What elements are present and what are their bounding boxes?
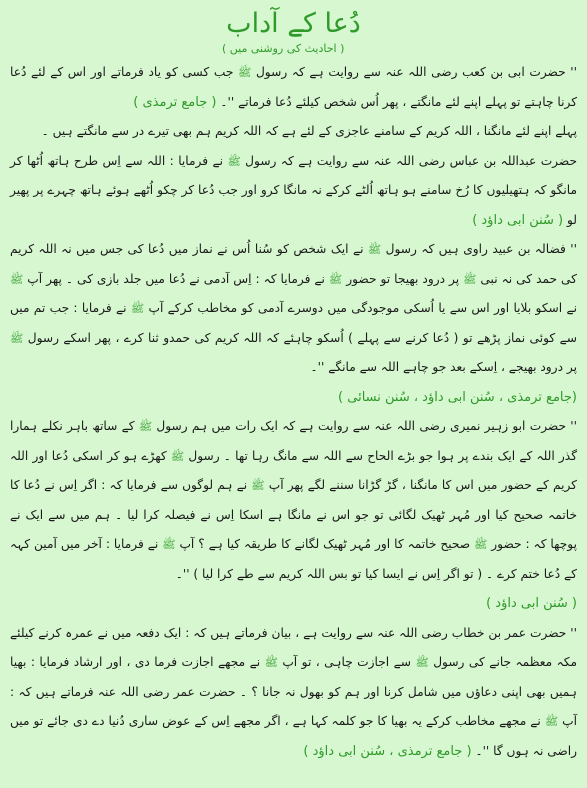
reference: ( جامع ترمذی )	[133, 94, 217, 110]
paragraph-text: '' فضالہ بن عبید راوی ہیں کہ رسول ﷺ نے ایک شخص کو سُنا اُس نے نماز میں دُعا کی جس میں نہ اللہ کریم کی حمد کی نہ نبی ﷺ پر درود بھیجا تو حضور ﷺ نے فرمایا کہ : اِس آدمی نے دُعا میں جلد بازی کی ۔ پھر آپ ﷺ نے اسکو بلایا اور اس سے یا اُسکی موجودگی میں دوسرے آدمی کو مخاطب کرکے آپ ﷺ نے فرمایا : جب تم میں سے کوئی نماز پڑھے تو ( دُعا کرنے سے پہلے ) اُسکو چاہئے کہ اللہ کریم کی حمدو ثنا کرے ، پھر اسکے رسول ﷺ پر درود بھیجے ، اِسکے بعد جو چاہے اللہ سے مانگے ''۔	[10, 242, 577, 374]
hadith-paragraph	[10, 58, 577, 117]
page-title: دُعا کے آداب	[226, 8, 361, 39]
salutation-glyph: ﷺ	[264, 656, 278, 669]
reference: ( سُنن ابی داؤد )	[472, 212, 564, 228]
salutation-glyph: ﷺ	[238, 66, 252, 79]
salutation-glyph: ﷺ	[10, 331, 24, 345]
salutation-glyph: ﷺ	[162, 538, 176, 551]
paragraph-text: '' حضرت ابو زہیر نمیری رضی اللہ عنہ سے روایت ہے کہ ایک رات میں ہم رسول ﷺ کے ساتھ باہر نکلے ہمارا گذر اللہ کے ایک بندے پر ہوا جو بڑے الحاح سے اللہ سے مانگ رہا تھا ۔ رسول ﷺ کھڑے ہو کر اسکی دُعا اور اللہ کریم کے حضور میں اس کا مانگنا ، گڑ گڑانا سننے لگے پھر آپ ﷺ نے ہم لوگوں سے فرمایا کہ : اگر اِس نے دُعا کا خاتمہ صحیح کیا اور مُہر ٹھیک لگائی تو جو اس نے مانگا ہے اسکا اِس نے فیصلہ کرا لیا ۔ ہم میں سے ایک نے پوچھا کہ : حضور ﷺ صحیح خاتمہ کا اور مُہر ٹھیک لگانے کا طریقہ کیا ہے ؟ آپ ﷺ نے فرمایا : آخر میں آمین کہہ کے دُعا ختم کرے ۔ ( تو اگر اِس نے ایسا کیا تو بس اللہ کریم سے طے کرا لیا ) ''۔	[10, 419, 578, 581]
reference: ( سُنن ابی داؤد )	[486, 596, 577, 611]
paragraph-text: '' حضرت ابی بن کعب رضی اللہ عنہ سے روایت ہے کہ رسول ﷺ جب کسی کو یاد فرماتے اور اس کے لئے دُعا کرنا چاہتے تو پہلے اپنے لئے مانگتے ، پھر اُس شخص کیلئے دُعا فرماتے ''۔	[10, 65, 577, 109]
paragraph-text: '' حضرت عمر بن خطاب رضی اللہ عنہ سے روایت ہے ، بیان فرماتے ہیں کہ : ایک دفعہ میں نے عمرہ کرنے کیلئے مکہ معظمہ جانے کی رسول ﷺ سے اجازت چاہی ، تو آپ ﷺ نے مجھے اجازت فرما دی ، اور ارشاد فرمایا : بھیا ہمیں بھی اپنی دعاؤں میں شامل کرنا اور ہم کو بھول نہ جانا ؟ ۔ حضرت عمر رضی اللہ عنہ فرماتے ہیں کہ : آپ ﷺ نے مجھے مخاطب کرکے یہ بھیا کا جو کلمہ کہا ہے ، اگر مجھے اِس کے عوض ساری دُنیا دے دی جائے تو میں راضی نہ ہوں گا ''۔	[10, 625, 578, 758]
salutation-glyph: ﷺ	[10, 272, 24, 286]
reference: (جامع ترمذی ، سُنن ابی داؤد ، سُنن نسائی )	[338, 389, 577, 405]
salutation-glyph: ﷺ	[415, 656, 429, 669]
salutation-glyph: ﷺ	[170, 449, 185, 463]
paragraph-text: حضرت عبداللہ بن عباس رضی اللہ عنہ سے روایت ہے کہ رسول ﷺ نے فرمایا : اللہ سے اِس طرح ہاتھ اُٹھا کر مانگو کہ ہتھیلیوں کا رُخ سامنے ہو ہاتھ اُلٹے کرکے نہ مانگا کرو اور جب دُعا کر چکو اُٹھے ہوئے ہاتھ چہرے پر پھیر لو	[10, 153, 577, 227]
salutation-glyph: ﷺ	[474, 538, 488, 551]
header	[10, 6, 577, 58]
salutation-glyph: ﷺ	[367, 243, 382, 256]
salutation-glyph: ﷺ	[130, 302, 145, 315]
commentary-paragraph	[10, 117, 577, 147]
salutation-glyph: ﷺ	[463, 272, 477, 286]
hadith-paragraph	[10, 619, 577, 767]
reference: ( جامع ترمذی ، سُنن ابی داؤد )	[303, 743, 472, 759]
hadith-paragraph	[10, 235, 577, 383]
salutation-glyph: ﷺ	[227, 154, 241, 168]
salutation-glyph: ﷺ	[251, 479, 265, 492]
page-subtitle: ( احادیث کی روشنی میں )	[222, 42, 345, 55]
paragraph-text: پہلے اپنے لئے مانگنا ، اللہ کریم کے سامنے عاجزی کے لئے ہے کہ اللہ کریم ہم بھی تیرے در سے مانگتے ہیں ۔	[41, 124, 577, 138]
hadith-paragraph	[10, 412, 577, 589]
hadith-paragraph	[10, 147, 577, 236]
salutation-glyph: ﷺ	[138, 420, 153, 433]
salutation-glyph: ﷺ	[544, 715, 559, 728]
salutation-glyph: ﷺ	[328, 272, 343, 286]
